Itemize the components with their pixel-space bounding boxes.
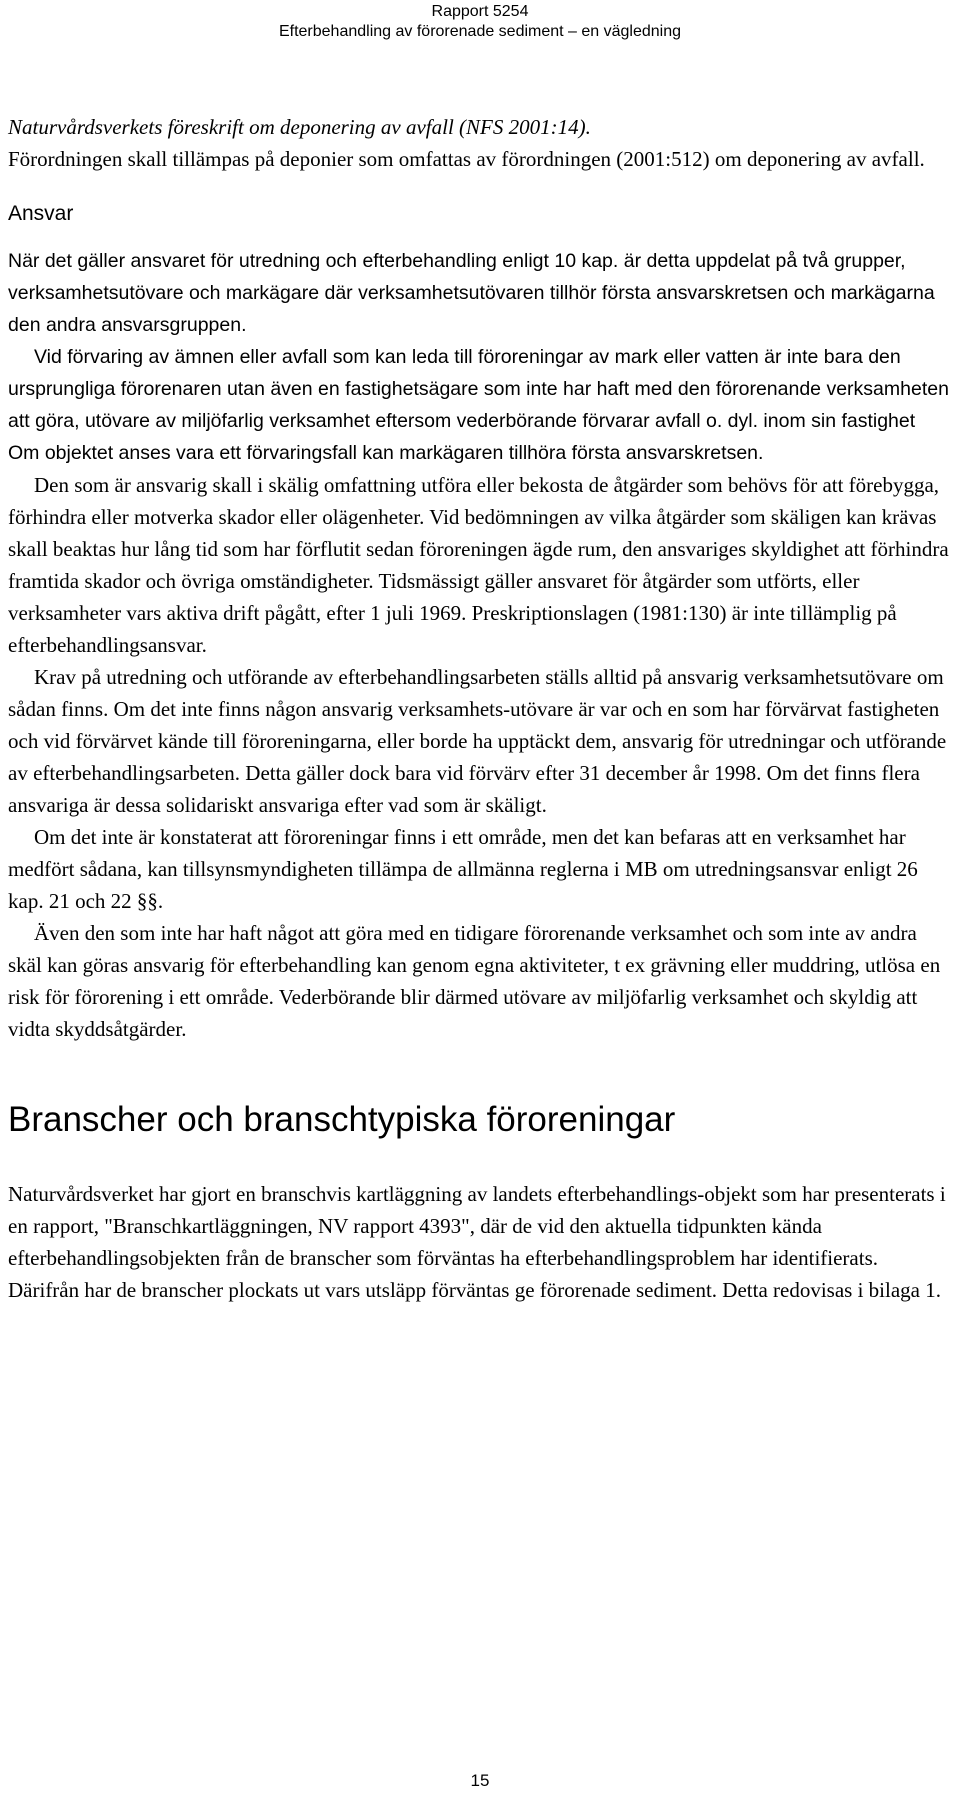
ansvar-paragraph-5: Om det inte är konstaterat att föroreningar finns i ett område, men det kan befaras att en verksamhet har medfört sådana, kan tillsynsmyndigheten tillämpa de allmänna reglerna i MB om utredningsansvar enligt 26 kap. 21 och 22 §§. xyxy=(8,825,918,913)
section-heading-branscher: Branscher och branschtypiska föroreningar xyxy=(8,1100,676,1139)
ordinance-paragraph: Förordningen skall tillämpas på deponier som omfattas av förordningen (2001:512) om deponering av avfall. xyxy=(8,147,925,171)
section-heading-ansvar: Ansvar xyxy=(8,202,74,225)
ansvar-paragraph-2: Vid förvaring av ämnen eller avfall som kan leda till föroreningar av mark eller vatten är inte bara den ursprungliga förorenaren utan även en fastighetsägare som inte har haft med den förorenande verksamheten att göra, utövare av miljöfarlig verksamhet eftersom vederbörande förvarar avfall o. dyl. inom sin fastighet Om objektet anses vara ett förvaringsfall kan markägaren tillhöra första ansvarskretsen. xyxy=(8,346,949,464)
page-header xyxy=(0,2,960,42)
ansvar-paragraph-1: När det gäller ansvaret för utredning och efterbehandling enligt 10 kap. är detta uppdelat på två grupper, verksamhetsutövare och markägare där verksamhetsutövaren tillhör första ansvarskretsen och markägarna den andra ansvarsgruppen. xyxy=(8,250,935,336)
report-number: Rapport 5254 xyxy=(431,3,529,20)
page-number: 15 xyxy=(470,1771,490,1790)
ansvar-paragraph-3: Den som är ansvarig skall i skälig omfattning utföra eller bekosta de åtgärder som behövs för att förebygga, förhindra eller motverka skador eller olägenheter. Vid bedömningen av vilka åtgärder som skäligen kan krävas skall beaktas hur lång tid som har förflutit sedan föroreningen ägde rum, den ansvariges skyldighet att förhindra framtida skador och övriga omständigheter. Tidsmässigt gäller ansvaret för åtgärder som utförts, eller verksamheter vars aktiva drift pågått, efter 1 juli 1969. Preskriptionslagen (1981:130) är inte tillämplig på efterbehandlingsansvar. xyxy=(8,473,949,657)
regulation-reference: Naturvårdsverkets föreskrift om deponering av avfall (NFS 2001:14). xyxy=(8,115,591,139)
ansvar-paragraph-6: Även den som inte har haft något att göra med en tidigare förorenande verksamhet och som inte av andra skäl kan göras ansvarig för efterbehandling kan genom egna aktiviteter, t ex grävning eller muddring, utlösa en risk för förorening i ett område. Vederbörande blir därmed utövare av miljöfarlig verksamhet och skyldig att vidta skyddsåtgärder. xyxy=(8,921,941,1041)
ansvar-paragraph-4: Krav på utredning och utförande av efterbehandlingsarbeten ställs alltid på ansvarig verksamhetsutövare om sådan finns. Om det inte finns någon ansvarig verksamhets-utövare är var och en som har förvärvat fastigheten och vid förvärvet kände till föroreningarna, eller borde ha upptäckt dem, ansvarig för utredningar och utförande av efterbehandlingsarbeten. Detta gäller dock bara vid förvärv efter 31 december år 1998. Om det finns flera ansvariga är dessa solidariskt ansvariga efter vad som är skäligt. xyxy=(8,665,947,817)
page-content xyxy=(8,111,951,1306)
branscher-paragraph-1: Naturvårdsverket har gjort en branschvis kartläggning av landets efterbehandlings-objekt som har presenterats i en rapport, "Branschkartläggningen, NV rapport 4393", där de vid den aktuella tidpunkten kända efterbehandlingsobjekten från de branscher som förväntas ha efterbehandlingsproblem har identifierats. Därifrån har de branscher plockats ut vars utsläpp förväntas ge förorenade sediment. Detta redovisas i bilaga 1. xyxy=(8,1182,946,1302)
report-title: Efterbehandling av förorenade sediment – en vägledning xyxy=(278,23,682,40)
